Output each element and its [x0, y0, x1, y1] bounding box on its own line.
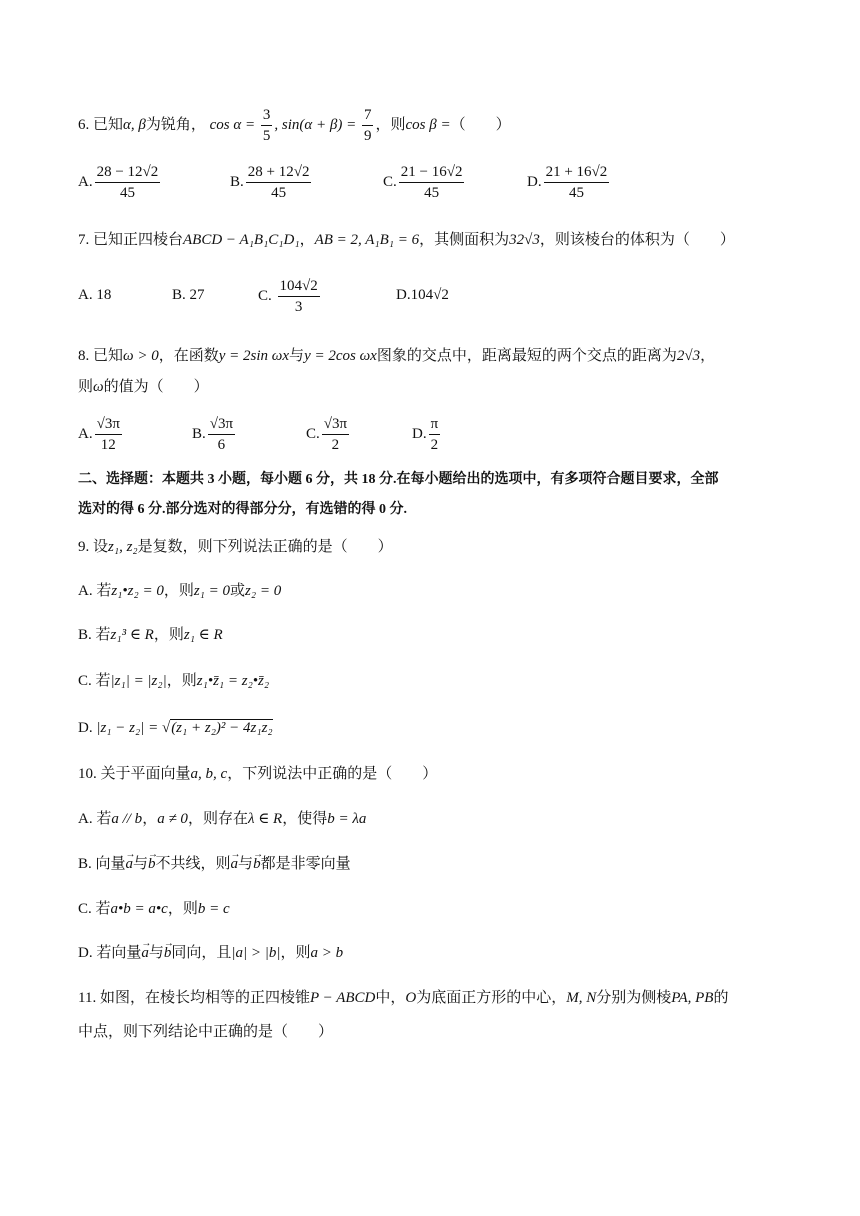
q8-text: 则: [78, 379, 94, 395]
vector-a: → a: [231, 853, 239, 875]
q10-text: 10. 关于平面向量: [78, 766, 191, 782]
math: b = c: [197, 901, 230, 917]
q6-frac-3-5: [261, 105, 273, 146]
q8-option-a: [78, 414, 124, 455]
option-text: B. 向量: [78, 856, 126, 872]
q9-option-b: [78, 624, 223, 646]
math: a•b = a•c: [110, 901, 168, 917]
q11-point-o: O: [405, 990, 417, 1006]
math: z₁•z̄₁ = z₂•z̄₂: [196, 673, 270, 689]
frac-num: π: [429, 414, 441, 435]
q11-text: 11. 如图，在棱长均相等的正四棱锥: [78, 990, 310, 1006]
q7-text: ，其侧面积为: [419, 232, 510, 248]
q7-option-c: [258, 276, 322, 317]
vector-b: → b: [253, 853, 261, 875]
option-label: D.: [527, 173, 542, 190]
option-text: A. 若: [78, 583, 112, 599]
frac-num: 21 − 16√2: [399, 162, 465, 183]
q10-option-d: [78, 942, 343, 964]
q6-cos-beta: cos β =: [405, 116, 451, 133]
frac-den: 3: [294, 299, 303, 315]
option-text: 与: [148, 945, 164, 961]
q7-text: 已知正四棱台: [93, 232, 184, 248]
q6-option-c: [383, 162, 466, 203]
q8-text: 图象的交点中，距离最短的两个交点的距离为: [376, 348, 677, 364]
option-text: ，则存在: [187, 811, 248, 827]
option-text: 与: [133, 856, 149, 872]
frac-num: √3π: [322, 414, 349, 435]
math: a // b: [111, 811, 143, 827]
q6-text: 已知: [93, 116, 124, 133]
option-label: B.: [192, 425, 206, 442]
q9-stem: [78, 536, 393, 558]
q6-number: 6.: [78, 116, 90, 133]
frac-num: √3π: [95, 414, 122, 435]
frac-den: 6: [217, 437, 226, 453]
q7-area: 32√3: [509, 232, 540, 248]
q8-text: 的值为（ ）: [103, 379, 209, 395]
q8-distance: 2√3: [676, 348, 701, 364]
q10-option-a: [78, 808, 366, 830]
option-label: A.: [78, 425, 93, 442]
q8-text: 与: [289, 348, 305, 364]
math: z₂ = 0: [245, 583, 282, 599]
option-text: 都是非零向量: [260, 856, 351, 872]
q8-text: ，: [700, 348, 716, 364]
q7-option-d: D.104√2: [396, 287, 449, 303]
q7-text: ，: [299, 232, 315, 248]
frac-num: 3: [261, 105, 273, 126]
math: λ ∈ R: [247, 811, 283, 827]
q6-option-b: [230, 162, 313, 203]
q8-stem-line1: [78, 345, 715, 367]
option-text: A. 若: [78, 811, 112, 827]
math: z₁•z₂ = 0: [111, 583, 164, 599]
section2-heading-line2: 选对的得 6 分.部分选对的得部分分，有选错的得 0 分.: [78, 502, 407, 517]
frac-num: √3π: [208, 414, 235, 435]
q9-vars: z₁, z₂: [108, 539, 138, 555]
option-label: C.: [383, 173, 397, 190]
frac-den: 2: [331, 437, 340, 453]
q8-option-b: [192, 414, 237, 455]
math: b = λa: [327, 811, 367, 827]
q8-text: 已知: [93, 348, 124, 364]
q11-text: 分别为侧棱: [596, 990, 672, 1006]
frac-num: 104√2: [278, 276, 320, 297]
vector-b: → b: [164, 942, 172, 964]
q11-pyramid: P − ABCD: [309, 990, 376, 1006]
option-text: 或: [230, 583, 246, 599]
option-text: 与: [238, 856, 254, 872]
option-label: A.: [78, 173, 93, 190]
q11-text: 的: [713, 990, 729, 1006]
option-text: ，则: [153, 627, 184, 643]
option-label: C.: [306, 425, 320, 442]
math: a ≠ 0: [157, 811, 188, 827]
section2-heading-line1: 二、选择题：本题共 3 小题，每小题 6 分，共 18 分.在每小题给出的选项中，有多项符合题目要求，全部: [78, 472, 719, 487]
option-text: C. 若: [78, 901, 111, 917]
q10-option-b: [78, 853, 351, 875]
q8-option-d: [412, 414, 442, 455]
q6-answer-paren: （ ）: [450, 116, 511, 133]
q8-func1: y = 2sin ωx: [218, 348, 290, 364]
option-text: D. 若向量: [78, 945, 142, 961]
q7-stem: [78, 229, 735, 251]
q11-text: 为底面正方形的中心，: [416, 990, 567, 1006]
frac-num: 21 + 16√2: [544, 162, 610, 183]
q11-edges: PA, PB: [671, 990, 714, 1006]
option-text: ，使得: [282, 811, 328, 827]
frac-den: 45: [271, 185, 287, 201]
option-text: B. 若: [78, 627, 111, 643]
q7-frustum: ABCD − A₁B₁C₁D₁: [183, 232, 300, 248]
frac-den: 45: [568, 185, 584, 201]
q8-option-c: [306, 414, 351, 455]
math-radicand: (z₁ + z₂)² − 4z₁z₂: [171, 720, 273, 736]
math: z₁ = 0: [193, 583, 231, 599]
q7-option-b: B. 27: [172, 287, 205, 303]
q10-option-c: [78, 898, 230, 920]
option-text: 不共线，则: [155, 856, 231, 872]
math: a > b: [310, 945, 344, 961]
q11-stem-line1: [78, 987, 728, 1009]
option-label: D.: [412, 425, 427, 442]
q6-vars: α, β: [123, 116, 146, 133]
frac-num: 7: [362, 105, 374, 126]
q8-omega-cond: ω > 0: [123, 348, 159, 364]
q6-option-a: [78, 162, 162, 203]
q11-text: 中，: [375, 990, 406, 1006]
q11-stem-line2: 中点，则下列结论中正确的是（ ）: [78, 1024, 334, 1040]
q8-number: 8.: [78, 348, 90, 364]
q6-frac-7-9: [362, 105, 374, 146]
frac-num: 28 − 12√2: [95, 162, 161, 183]
q9-text: 是复数，则下列说法正确的是（ ）: [137, 539, 393, 555]
q9-option-a: [78, 580, 281, 602]
q6-text: 为锐角，: [145, 116, 206, 133]
q9-option-d: [78, 717, 273, 739]
math: |z₁| = |z₂|: [110, 673, 167, 689]
q8-stem-line2: [78, 376, 209, 398]
q7-given: AB = 2, A₁B₁ = 6: [314, 232, 420, 248]
q6-sin-expr: , sin(α + β) =: [274, 116, 357, 133]
option-text: D.: [78, 720, 93, 736]
option-text: ，则: [166, 673, 197, 689]
q6-text: ，则: [375, 116, 406, 133]
math: z₁³ ∈ R: [110, 627, 154, 643]
option-text: ，: [142, 811, 158, 827]
option-text: ，则: [280, 945, 311, 961]
option-text: ，则: [167, 901, 198, 917]
q6-cos-alpha: cos α =: [209, 116, 256, 133]
q9-option-c: [78, 670, 269, 692]
sqrt-icon: √: [161, 720, 171, 736]
q10-text: ，下列说法中正确的是（ ）: [227, 766, 438, 782]
frac-den: 45: [424, 185, 440, 201]
option-text: C. 若: [78, 673, 111, 689]
q7-text: ，则该棱台的体积为（ ）: [539, 232, 735, 248]
math: z₁ ∈ R: [183, 627, 223, 643]
q7-number: 7.: [78, 232, 90, 248]
q9-text: 9. 设: [78, 539, 109, 555]
q10-vectors: a, b, c: [190, 766, 228, 782]
vector-b: → b: [148, 853, 156, 875]
math: |a| > |b|: [231, 945, 281, 961]
math: |z₁ − z₂| =: [96, 720, 159, 736]
frac-den: 9: [363, 128, 372, 144]
option-label: B.: [230, 173, 244, 190]
q7-option-a: A. 18: [78, 287, 112, 303]
q8-omega: ω: [93, 379, 104, 395]
frac-den: 5: [262, 128, 271, 144]
frac-den: 2: [430, 437, 439, 453]
option-text: ，则: [163, 583, 194, 599]
frac-den: 12: [100, 437, 116, 453]
option-text: 同向，且: [171, 945, 232, 961]
q8-text: ，在函数: [158, 348, 219, 364]
option-label: C.: [258, 287, 272, 304]
q6-option-d: [527, 162, 611, 203]
vector-a: → a: [126, 853, 134, 875]
q8-func2: y = 2cos ωx: [304, 348, 377, 364]
q6-stem: [78, 105, 511, 146]
frac-num: 28 + 12√2: [246, 162, 312, 183]
q11-points-mn: M, N: [566, 990, 597, 1006]
vector-a: → a: [141, 942, 149, 964]
frac-den: 45: [119, 185, 135, 201]
q10-stem: [78, 763, 437, 785]
